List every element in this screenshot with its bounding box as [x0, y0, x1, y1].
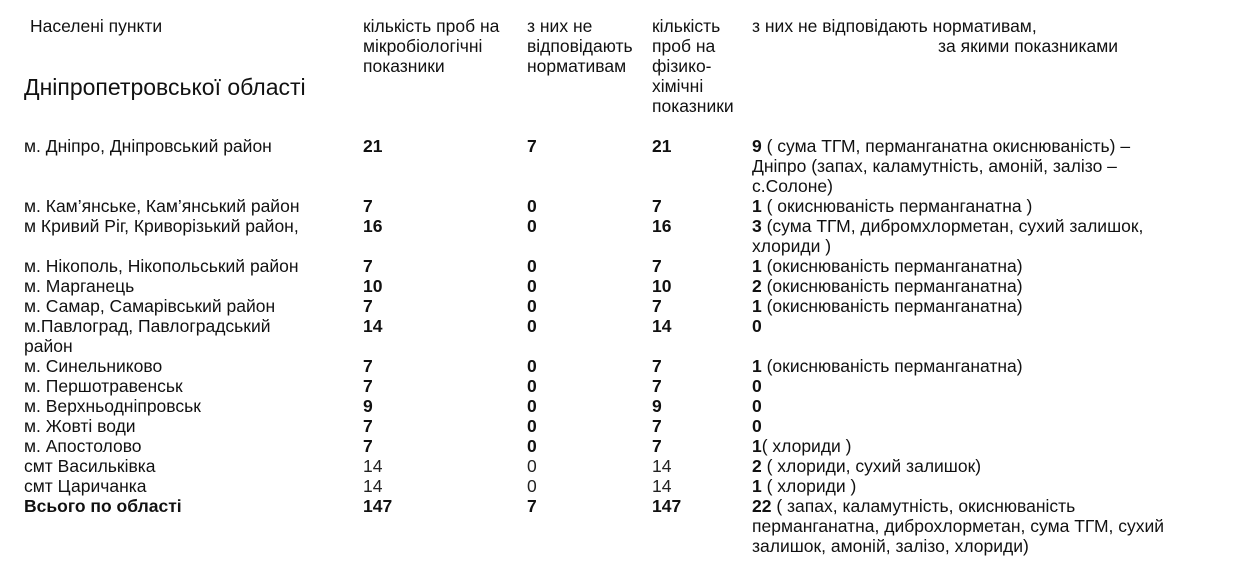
row-micro-samples: 10: [363, 276, 383, 296]
header-micro-fail: нормативам: [527, 56, 627, 76]
row-phys-samples: 16: [652, 216, 672, 236]
total-fail-text-continued: перманганатна, диброхлорметан, сума ТГМ, сухий: [752, 516, 1165, 536]
row-micro-samples: 7: [363, 436, 373, 456]
row-settlement-name: м. Верхньодніпровськ: [24, 396, 201, 416]
row-fail-count: 3: [752, 216, 762, 236]
row-fail-indicators: [752, 256, 1023, 276]
header-settlements: Населені пункти: [30, 16, 163, 36]
header-micro-samples: показники: [363, 56, 445, 76]
row-micro-samples: 7: [363, 196, 373, 216]
row-fail-indicators: [752, 396, 762, 416]
row-fail-indicators: [752, 276, 1023, 296]
row-micro-fail: 0: [527, 196, 537, 216]
header-phys-samples: показники: [652, 96, 734, 116]
row-fail-count: 1: [752, 256, 762, 276]
row-fail-count: 1: [752, 476, 762, 496]
row-fail-count: 0: [752, 376, 762, 396]
row-fail-indicators: [752, 476, 856, 496]
row-phys-samples: 21: [652, 136, 672, 156]
header-fail-indicators: з них не відповідають нормативам,: [752, 16, 1037, 36]
header-phys-samples: фізико-: [652, 56, 712, 76]
row-phys-samples: 14: [652, 316, 672, 336]
row-micro-samples: 9: [363, 396, 373, 416]
row-fail-count: 2: [752, 456, 762, 476]
row-fail-text: ( окиснюваність перманганатна ): [761, 196, 1033, 216]
total-label: Всього по області: [24, 496, 182, 516]
row-phys-samples: 7: [652, 196, 662, 216]
header-micro-fail: з них не: [527, 16, 593, 36]
row-fail-indicators: [752, 296, 1023, 316]
header-micro-fail: відповідають: [527, 36, 633, 56]
row-fail-count: 1: [752, 356, 762, 376]
row-micro-samples: 7: [363, 416, 373, 436]
row-phys-samples: 7: [652, 376, 662, 396]
row-fail-count: 0: [752, 416, 762, 436]
row-micro-samples: 7: [363, 376, 373, 396]
row-phys-samples: 7: [652, 256, 662, 276]
row-phys-samples: 7: [652, 436, 662, 456]
row-fail-text: ( сума ТГМ, перманганатна окиснюваність) –: [761, 136, 1131, 156]
row-micro-fail: 0: [527, 416, 537, 436]
row-fail-text: (окиснюваність перманганатна): [761, 296, 1023, 316]
total-fail-count: 22: [752, 496, 772, 516]
row-fail-indicators: [752, 196, 1032, 216]
row-micro-fail: 0: [527, 376, 537, 396]
row-micro-samples: 14: [363, 316, 383, 336]
row-settlement-name: м. Нікополь, Нікопольський район: [24, 256, 299, 276]
header-micro-samples: мікробіологічні: [363, 36, 483, 56]
row-settlement-name: смт Васильківка: [24, 456, 156, 476]
row-settlement-name: м. Першотравенськ: [24, 376, 183, 396]
row-fail-indicators: [752, 136, 1130, 156]
row-micro-samples: 7: [363, 256, 373, 276]
row-micro-fail: 0: [527, 216, 537, 236]
row-fail-count: 1: [752, 196, 762, 216]
row-fail-count: 9: [752, 136, 762, 156]
row-fail-text-continued: Дніпро (запах, каламутність, амоній, залізо –: [752, 156, 1117, 176]
row-micro-samples: 14: [363, 456, 383, 476]
row-settlement-name: район: [24, 336, 73, 356]
header-fail-indicators: за якими показниками: [938, 36, 1119, 56]
row-fail-indicators: [752, 436, 852, 456]
row-micro-fail: 0: [527, 476, 537, 496]
row-settlement-name: м. Кам’янське, Кам’янський район: [24, 196, 300, 216]
header-micro-samples: кількість проб на: [363, 16, 500, 36]
header-phys-samples: проб на: [652, 36, 716, 56]
row-micro-samples: 14: [363, 476, 383, 496]
row-fail-count: 1: [752, 296, 762, 316]
row-micro-fail: 0: [527, 276, 537, 296]
total-phys-samples: 147: [652, 496, 682, 516]
row-micro-fail: 0: [527, 316, 537, 336]
row-settlement-name: м. Марганець: [24, 276, 135, 296]
total-micro-fail: 7: [527, 496, 537, 516]
row-phys-samples: 14: [652, 456, 672, 476]
row-micro-samples: 7: [363, 296, 373, 316]
row-phys-samples: 14: [652, 476, 672, 496]
header-phys-samples: кількість: [652, 16, 721, 36]
row-fail-indicators: [752, 456, 981, 476]
row-fail-indicators: [752, 376, 762, 396]
row-fail-count: 0: [752, 396, 762, 416]
row-fail-text: (окиснюваність перманганатна): [761, 256, 1023, 276]
total-fail-text: ( запах, каламутність, окиснюваність: [771, 496, 1076, 516]
row-phys-samples: 9: [652, 396, 662, 416]
row-micro-samples: 7: [363, 356, 373, 376]
row-phys-samples: 7: [652, 416, 662, 436]
total-micro-samples: 147: [363, 496, 393, 516]
row-fail-text-continued: хлориди ): [752, 236, 832, 256]
row-phys-samples: 10: [652, 276, 672, 296]
row-fail-count: 2: [752, 276, 762, 296]
row-micro-fail: 0: [527, 256, 537, 276]
row-fail-indicators: [752, 216, 1143, 236]
row-fail-text: (окиснюваність перманганатна): [761, 356, 1023, 376]
row-fail-text: ( хлориди ): [761, 476, 857, 496]
row-micro-fail: 0: [527, 456, 537, 476]
row-settlement-name: м.Павлоград, Павлоградський: [24, 316, 271, 336]
header-phys-samples: хімічні: [652, 76, 704, 96]
row-micro-fail: 7: [527, 136, 537, 156]
row-fail-indicators: [752, 416, 762, 436]
row-settlement-name: м. Дніпро, Дніпровський район: [24, 136, 272, 156]
row-fail-indicators: [752, 356, 1023, 376]
row-settlement-name: м Кривий Ріг, Криворізький район,: [24, 216, 299, 236]
row-fail-count: 1: [752, 436, 762, 456]
row-micro-fail: 0: [527, 396, 537, 416]
row-settlement-name: м. Апостолово: [24, 436, 142, 456]
header-region-title: Дніпропетровської області: [24, 74, 306, 100]
row-fail-text-continued: с.Солоне): [752, 176, 833, 196]
row-micro-fail: 0: [527, 296, 537, 316]
row-phys-samples: 7: [652, 296, 662, 316]
row-fail-text: ( хлориди, сухий залишок): [761, 456, 982, 476]
row-micro-samples: 16: [363, 216, 383, 236]
row-fail-text: (окиснюваність перманганатна): [761, 276, 1023, 296]
row-settlement-name: м. Синельниково: [24, 356, 163, 376]
total-fail-text-continued: залишок, амоній, залізо, хлориди): [752, 536, 1029, 556]
row-phys-samples: 7: [652, 356, 662, 376]
total-fail-indicators: [752, 496, 1075, 516]
row-micro-fail: 0: [527, 356, 537, 376]
row-settlement-name: м. Жовті води: [24, 416, 136, 436]
row-fail-text: ( хлориди ): [761, 436, 852, 456]
row-settlement-name: м. Самар, Самарівський район: [24, 296, 276, 316]
row-micro-samples: 21: [363, 136, 383, 156]
row-settlement-name: смт Царичанка: [24, 476, 147, 496]
row-fail-count: 0: [752, 316, 762, 336]
row-fail-text: (сума ТГМ, дибромхлорметан, сухий залишок,: [761, 216, 1144, 236]
row-fail-indicators: [752, 316, 762, 336]
row-micro-fail: 0: [527, 436, 537, 456]
